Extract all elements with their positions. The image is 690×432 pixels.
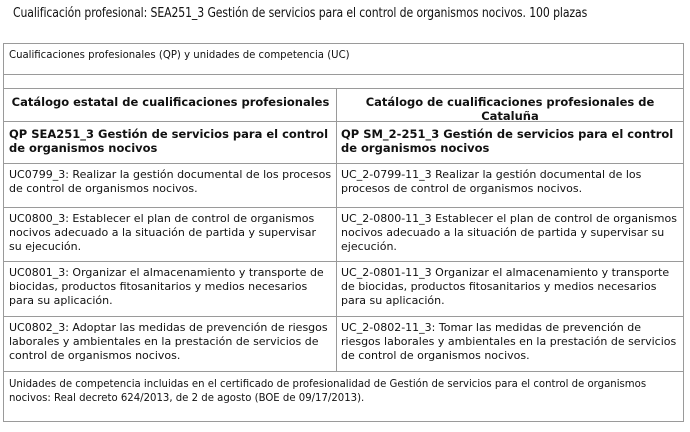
- table-row: [4, 164, 683, 208]
- unit-cataluna: UC_2-0799-11_3 Realizar la gestión documental de los procesos de control de organismos nocivos.: [341, 168, 642, 195]
- table-row: [4, 317, 683, 372]
- table-footer-note: Unidades de competencia incluidas en el certificado de profesionalidad de Gestión de servicios para el control de organismos nocivos: Real decreto 624/2013, de 2 de agosto (BOE de 09/17/2013).: [9, 377, 647, 404]
- column-header-estatal: Catálogo estatal de cualificaciones profesionales: [4, 89, 337, 121]
- unit-estatal: UC0801_3: Organizar el almacenamiento y transporte de biocidas, productos fitosanitarios y medios necesarios para su aplicación.: [4, 262, 337, 316]
- unit-estatal: UC0799_3: Realizar la gestión documental de los procesos de control de organismos nocivos.: [4, 164, 337, 207]
- column-header-cataluna: Catálogo de cualificaciones profesionales de Cataluña: [365, 95, 655, 123]
- page-title: Cualificación profesional: SEA251_3 Gestión de servicios para el control de organismos nocivos. 100 plazas: [13, 6, 588, 21]
- table-footer-row: [4, 372, 683, 421]
- table-caption-row: [4, 44, 683, 75]
- unit-estatal: UC0802_3: Adoptar las medidas de prevención de riesgos laborales y ambientales en la prestación de servicios de control de organismos nocivos.: [4, 317, 337, 371]
- qualifications-table: [3, 43, 684, 422]
- column-header-row: [4, 89, 683, 122]
- unit-estatal: UC0800_3: Establecer el plan de control de organismos nocivos adecuado a la situación de partida y supervisar su ejecución.: [4, 208, 337, 261]
- qualification-cataluna: QP SM_2-251_3 Gestión de servicios para el control de organismos nocivos: [341, 127, 674, 155]
- table-row: [4, 262, 683, 317]
- table-row: [4, 208, 683, 262]
- unit-cataluna: UC_2-0801-11_3 Organizar el almacenamiento y transporte de biocidas, productos fitosanitarios y medios necesarios para su aplicación.: [341, 266, 670, 307]
- table-caption: Cualificaciones profesionales (QP) y unidades de competencia (UC): [9, 48, 350, 61]
- unit-cataluna: UC_2-0802-11_3: Tomar las medidas de prevención de riesgos laborales y ambientales en la prestación de servicios de control de organismos nocivos.: [341, 321, 677, 362]
- qualification-estatal: QP SEA251_3 Gestión de servicios para el control de organismos nocivos: [4, 122, 337, 163]
- unit-cataluna: UC_2-0800-11_3 Establecer el plan de control de organismos nocivos adecuado a la situación de partida y supervisar su ejecución.: [341, 212, 677, 253]
- spacer-row: [4, 75, 683, 89]
- qualification-row: [4, 122, 683, 164]
